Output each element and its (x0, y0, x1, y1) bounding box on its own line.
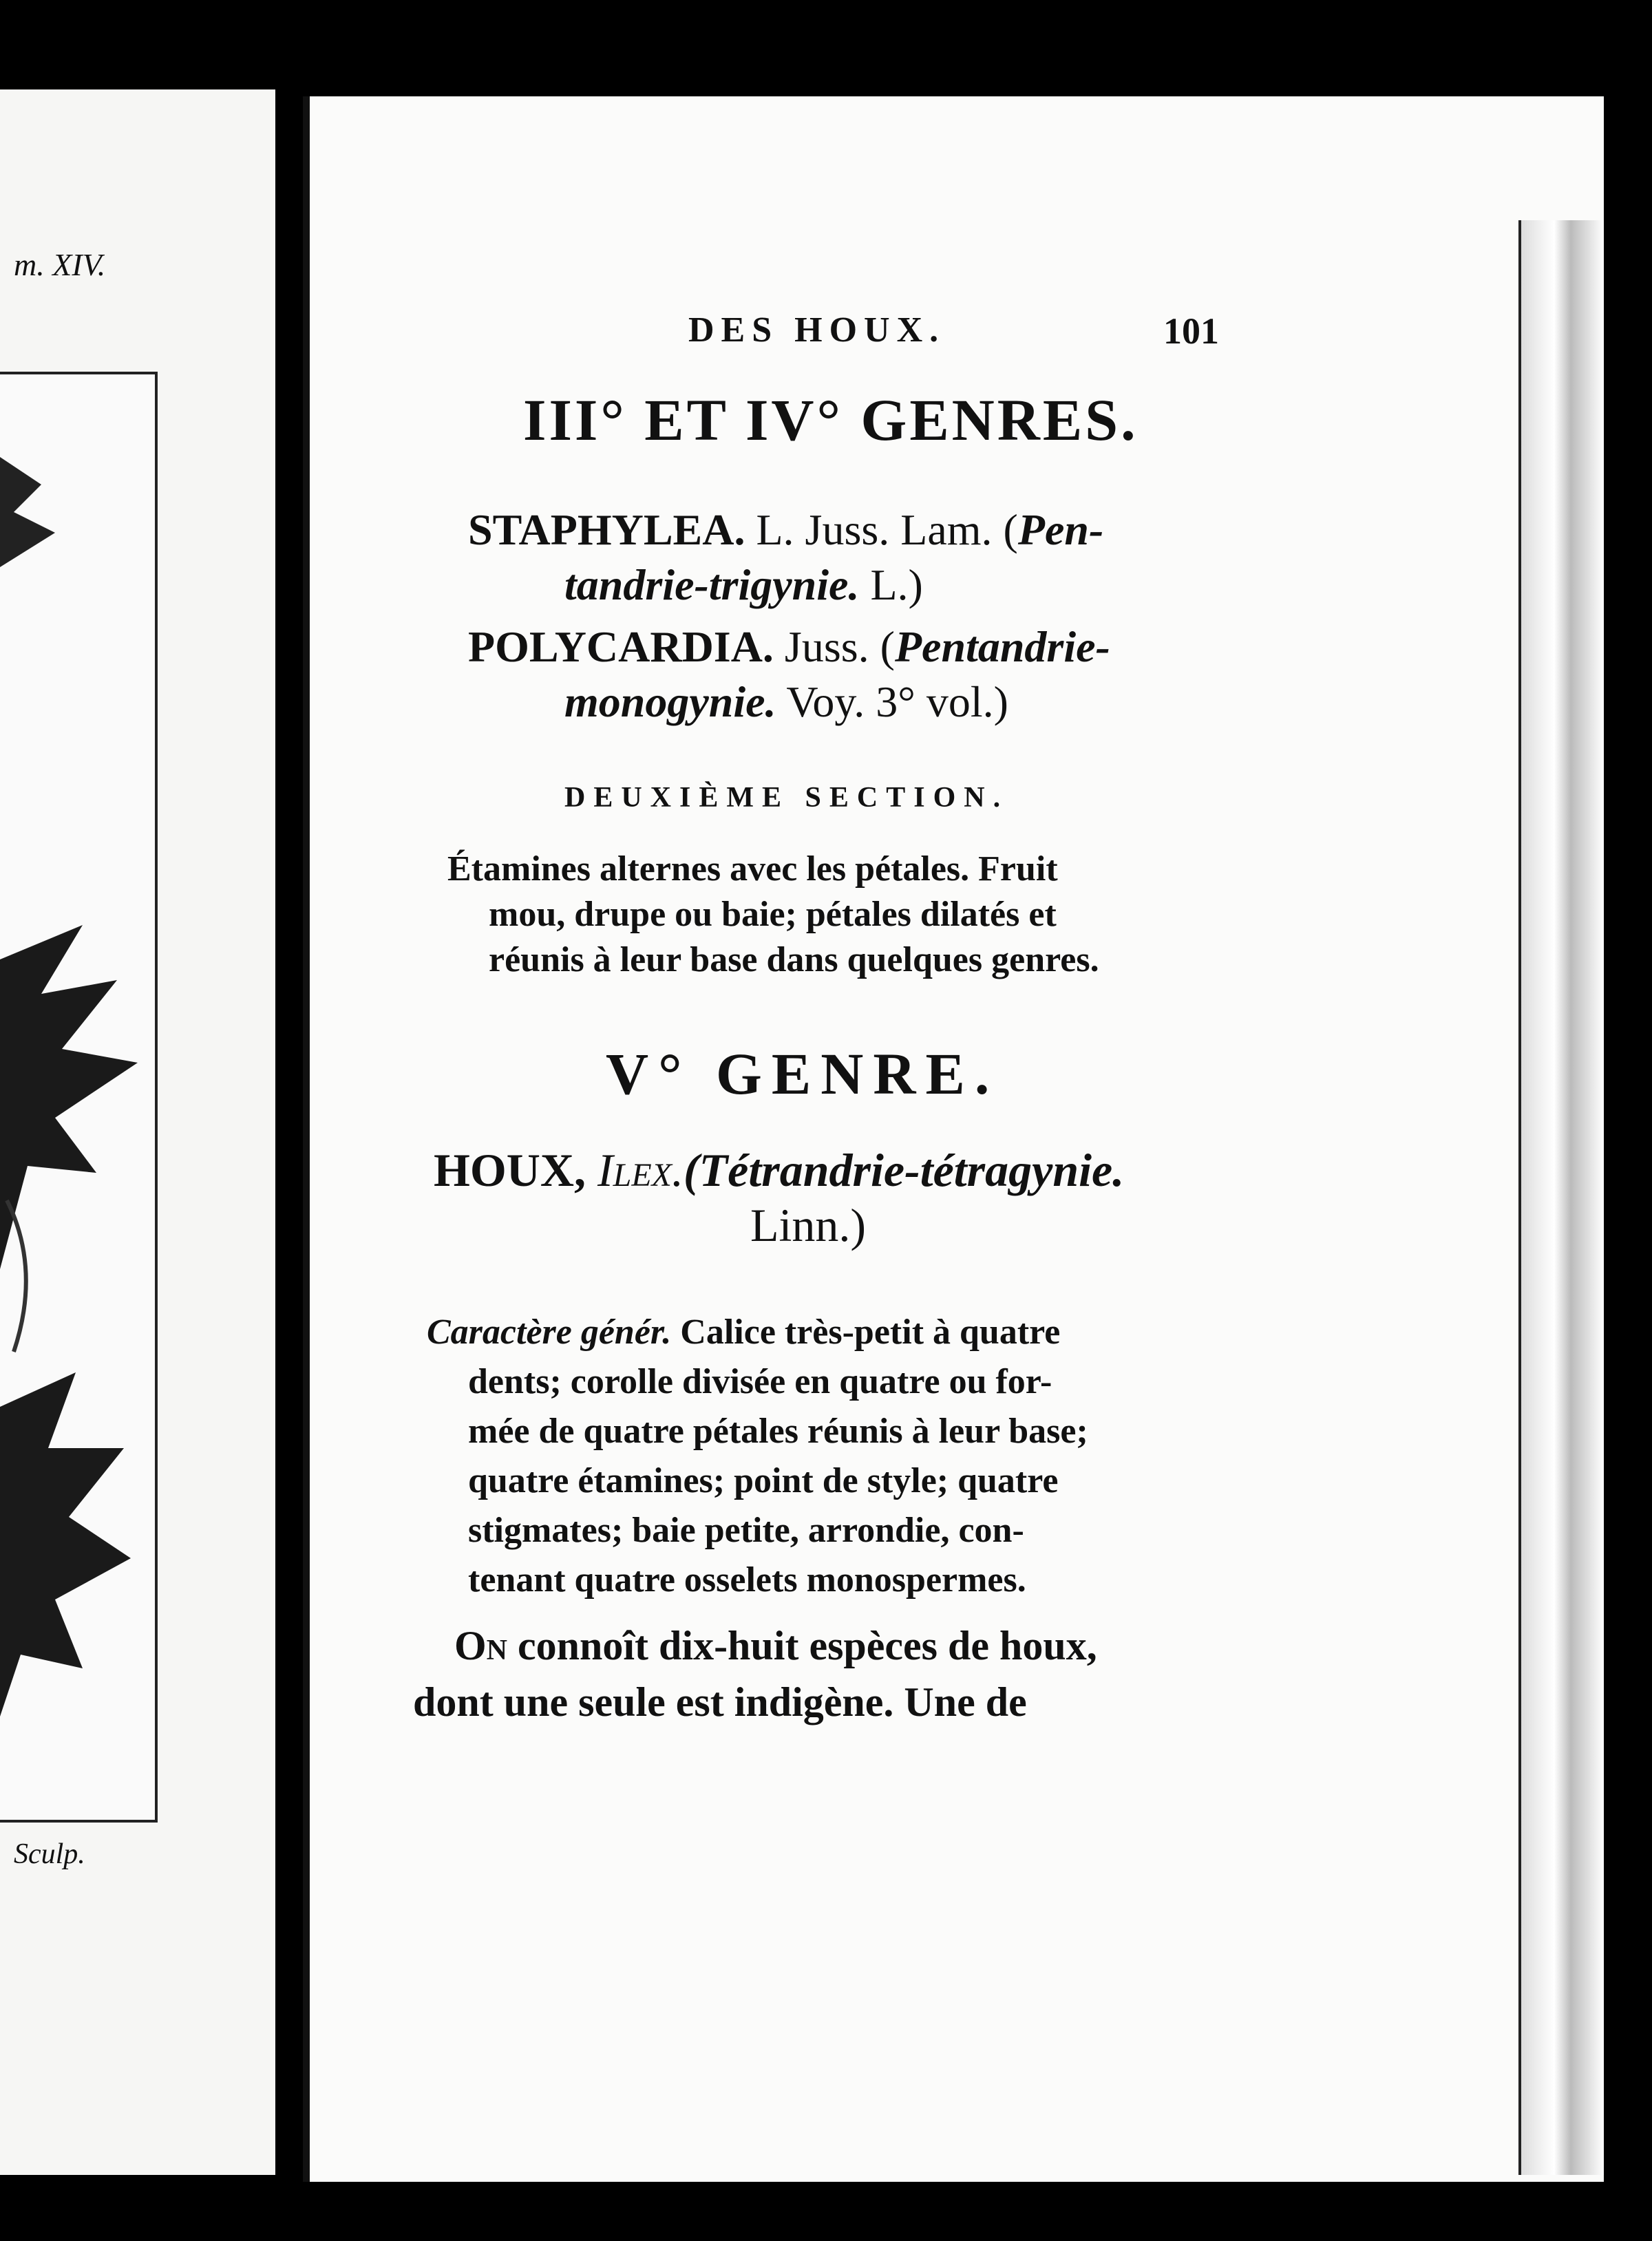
entry-authors: L. Juss. Lam. ( (756, 505, 1018, 554)
caractere-line: mée de quatre pétales réunis à leur base; (468, 1412, 1088, 1451)
entry-line2-rest: L.) (859, 560, 923, 609)
caractere-line: tenant quatre osselets monospermes. (468, 1560, 1026, 1600)
dropcap: On (454, 1623, 508, 1668)
caractere-generique (427, 1308, 1088, 1605)
entry-staphylea (468, 502, 1103, 613)
section-title: DEUXIÈME SECTION. (564, 782, 1009, 814)
entry-authors: Juss. ( (784, 622, 895, 671)
plate-caption-top: m. XIV. (14, 247, 106, 282)
caractere-line: stigmates; baie petite, arrondie, con- (468, 1511, 1024, 1550)
entry-line2-italic: monogynie. (564, 677, 776, 726)
page-number: 101 (1163, 310, 1219, 352)
houx-latin: Ilex. (597, 1144, 684, 1196)
heading-genre-5: V° GENRE. (606, 1041, 999, 1107)
entry-polycardia (468, 619, 1110, 730)
section-description (447, 847, 1099, 983)
caractere-label: Caractère génér. (427, 1313, 672, 1352)
caractere-line: quatre étamines; point de style; quatre (468, 1461, 1059, 1500)
running-head: DES HOUX. (688, 310, 946, 350)
entry-line2-rest: Voy. 3° vol.) (776, 677, 1008, 726)
caractere-line: Calice très-petit à quatre (680, 1313, 1061, 1352)
section-line: mou, drupe ou baie; pétales dilatés et (489, 895, 1057, 934)
holly-leaves-engraving (0, 374, 155, 1820)
caractere-line: dents; corolle divisée en quatre ou for- (468, 1362, 1052, 1401)
entry-name: STAPHYLEA. (468, 505, 745, 554)
entry-name: POLYCARDIA. (468, 622, 774, 671)
section-line: Étamines alternes avec les pétales. Fruit (447, 849, 1058, 889)
entry-italic: Pen- (1017, 505, 1104, 554)
entry-italic: Pentandrie- (894, 622, 1110, 671)
houx-name: HOUX, (434, 1144, 586, 1196)
facing-plate-page (0, 89, 275, 2175)
entry-line2-italic: tandrie-trigynie. (564, 560, 860, 609)
heading-genres: III° ET IV° GENRES. (523, 387, 1139, 453)
plate-caption-bottom: Sculp. (14, 1838, 85, 1870)
body-line: dont une seule est indigène. Une de (413, 1679, 1027, 1725)
entry-houx (434, 1143, 1124, 1253)
page-edge (1518, 220, 1604, 2175)
houx-class: (Tétrandrie-tétragynie. (683, 1144, 1125, 1196)
body-paragraph (413, 1617, 1225, 1730)
body-line: connoît dix-huit espèces de houx, (507, 1623, 1097, 1668)
plate-illustration (0, 372, 158, 1823)
houx-line2: Linn.) (750, 1199, 867, 1251)
section-line: réunis à leur base dans quelques genres. (489, 940, 1099, 979)
